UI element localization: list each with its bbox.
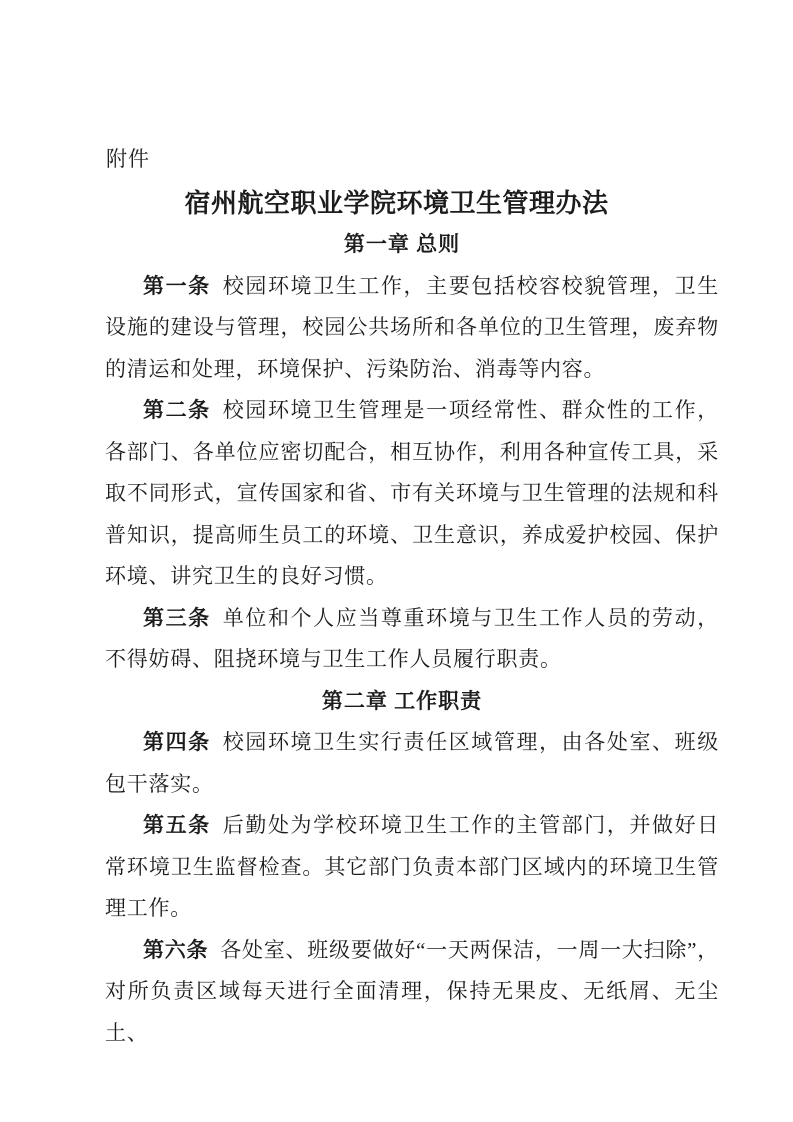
article-3-text: 单位和个人应当尊重环境与卫生工作人员的劳动，不得妨碍、阻挠环境与卫生工作人员履行职责。 [105, 605, 719, 671]
article-2 [105, 390, 719, 598]
article-1-text: 校园环境卫生工作，主要包括校容校貌管理，卫生设施的建设与管理，校园公共场所和各单位的卫生管理，废弃物的清运和处理，环境保护、污染防治、消毒等内容。 [105, 273, 719, 381]
doc-body [105, 224, 719, 1054]
article-5-text: 后勤处为学校环境卫生工作的主管部门，并做好日常环境卫生监督检查。其它部门负责本部门区域内的环境卫生管理工作。 [105, 813, 719, 920]
doc-title: 宿州航空职业学院环境卫生管理办法 [184, 189, 609, 218]
article-4-text: 校园环境卫生实行责任区域管理，由各处室、班级包干落实。 [105, 730, 719, 796]
article-2-label: 第二条 [143, 398, 211, 422]
article-6-text: 各处室、班级要做好“一天两保洁，一周一大扫除”，对所负责区域每天进行全面清理，保持无果皮、无纸屑、无尘土、 [105, 937, 720, 1045]
chapter-1-heading: 第一章 总则 [343, 232, 461, 256]
chapter-2-heading: 第二章 工作职责 [321, 688, 483, 713]
article-1-label: 第一条 [143, 273, 211, 298]
article-4-label: 第四条 [143, 730, 211, 754]
article-6 [105, 930, 719, 1055]
article-4 [105, 722, 719, 805]
article-5 [105, 805, 719, 930]
article-2-text: 校园环境卫生管理是一项经常性、群众性的工作，各部门、各单位应密切配合，相互协作，利用各种宣传工具，采取不同形式，宣传国家和省、市有关环境与卫生管理的法规和科普知识，提高师生员工的环境、卫生意识，养成爱护校园、保护环境、讲究卫生的良好习惯。 [105, 398, 719, 588]
article-1 [105, 266, 719, 391]
attachment-label: 附件 [106, 147, 150, 171]
article-3 [105, 598, 719, 681]
article-5-label: 第五条 [143, 813, 211, 837]
article-6-label: 第六条 [143, 937, 209, 962]
article-3-label: 第三条 [143, 605, 211, 630]
